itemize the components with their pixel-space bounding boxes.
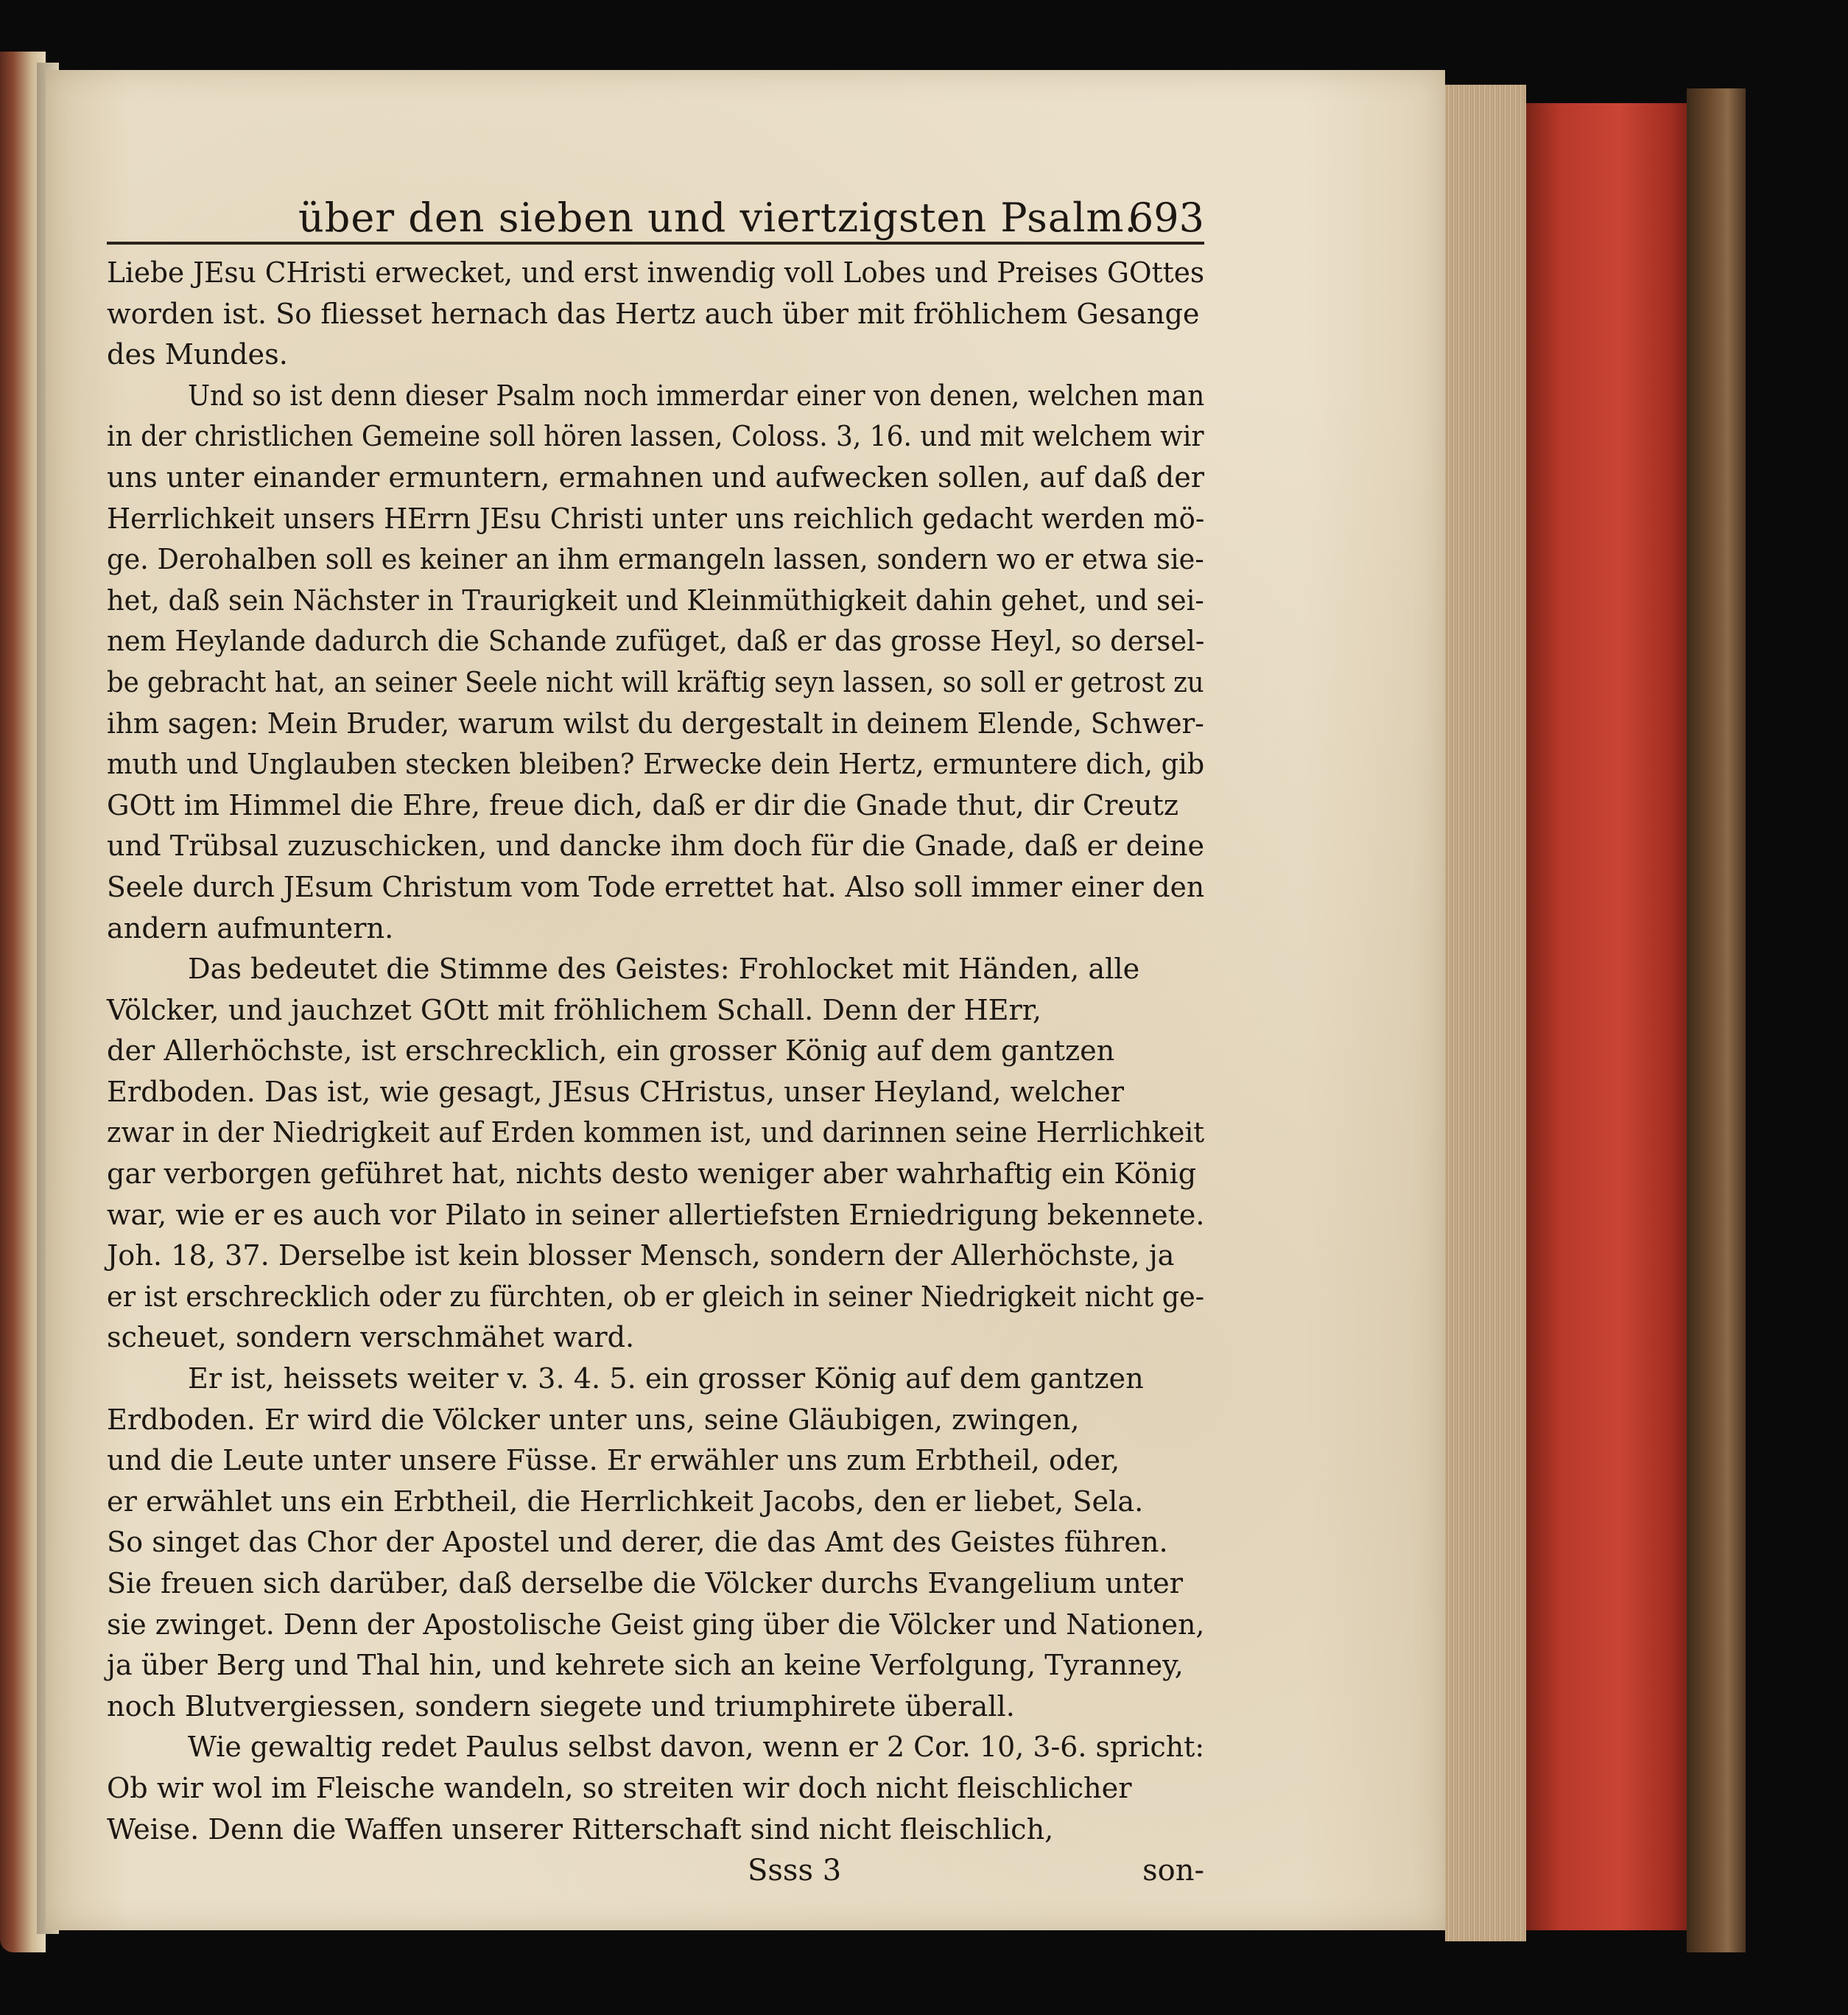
paragraph-start-line: Er ist, heissets weiter v. 3. 4. 5. ein grosser König auf dem gantzen (188, 1363, 1144, 1396)
text-line: und Trübsal zuzuschicken, und dancke ihm doch für die Gnade, daß er deine (107, 830, 1205, 863)
text-line: ihm sagen: Mein Bruder, warum wilst du dergestalt in deinem Elende, Schwer- (107, 707, 1204, 740)
text-line: worden ist. So fliesset hernach das Hertz auch über mit fröhlichem Gesange (107, 298, 1200, 331)
page-header (107, 184, 1204, 243)
text-line: So singet das Chor der Apostel und derer, die das Amt des Geistes führen. (107, 1527, 1168, 1560)
text-line: nem Heylande dadurch die Schande zufüget, daß er das grosse Heyl, so dersel- (107, 625, 1205, 659)
text-line: GOtt im Himmel die Ehre, freue dich, daß er dir die Gnade thut, dir Creutz (107, 789, 1179, 822)
text-line: war, wie er es auch vor Pilato in seiner allertiefsten Erniedrigung bekennete. (107, 1199, 1205, 1232)
text-block (107, 184, 1204, 1898)
body-text (107, 253, 1204, 1851)
text-line: sie zwinget. Denn der Apostolische Geist ging über die Völcker und Nationen, (107, 1608, 1205, 1641)
text-line: Joh. 18, 37. Derselbe ist kein blosser Mensch, sondern der Allerhöchste, ja (107, 1240, 1175, 1273)
text-line: het, daß sein Nächster in Traurigkeit und Kleinmüthigkeit dahin gehet, und sei- (107, 584, 1204, 617)
text-line: muth und Unglauben stecken bleiben? Erwecke dein Hertz, ermuntere dich, gib (107, 749, 1205, 782)
paragraph-start-line: Und so ist denn dieser Psalm noch immerdar einer von denen, welchen man (188, 379, 1205, 413)
text-line: Ob wir wol im Fleische wandeln, so streiten wir doch nicht fleischlicher (107, 1772, 1132, 1805)
running-title: über den sieben und viertzigsten Psalm. (298, 195, 1138, 241)
page-stack-edges (1445, 85, 1526, 1941)
text-line: er ist erschrecklich oder zu fürchten, ob er gleich in seiner Niedrigkeit nicht ge- (107, 1280, 1205, 1314)
text-line: andern aufmuntern. (107, 912, 394, 945)
text-line: er erwählet uns ein Erbtheil, die Herrlichkeit Jacobs, den er liebet, Sela. (107, 1485, 1144, 1518)
red-page-edges (1526, 103, 1696, 1930)
text-line: in der christlichen Gemeine soll hören lassen, Coloss. 3, 16. und mit welchem wir (107, 421, 1204, 454)
signature-mark: Ssss 3 (748, 1854, 842, 1888)
text-line: Völcker, und jauchzet GOtt mit fröhlichem Schall. Denn der HErr, (107, 994, 1042, 1027)
text-line: zwar in der Niedrigkeit auf Erden kommen ist, und darinnen seine Herrlichkeit (107, 1117, 1205, 1150)
paragraph-start-line: Wie gewaltig redet Paulus selbst davon, wenn er 2 Cor. 10, 3-6. spricht: (188, 1731, 1205, 1765)
text-line: Sie freuen sich darüber, daß derselbe die Völcker durchs Evangelium unter (107, 1568, 1183, 1600)
text-line: scheuet, sondern verschmähet ward. (107, 1322, 635, 1355)
text-line: ge. Derohalben soll es keiner an ihm ermangeln lassen, sondern wo er etwa sie- (107, 544, 1204, 577)
text-line: Liebe JEsu CHristi erwecket, und erst inwendig voll Lobes und Preises GOttes (107, 257, 1205, 290)
text-line: uns unter einander ermuntern, ermahnen und aufwecken sollen, auf daß der (107, 461, 1205, 494)
text-line: Erdboden. Das ist, wie gesagt, JEsus CHristus, unser Heyland, welcher (107, 1076, 1124, 1109)
text-line: und die Leute unter unsere Füsse. Er erwähler uns zum Erbtheil, oder, (107, 1445, 1120, 1478)
text-line: der Allerhöchste, ist erschrecklich, ein grosser König auf dem gantzen (107, 1035, 1115, 1068)
header-rule (107, 242, 1204, 245)
text-line: ja über Berg und Thal hin, und kehrete sich an keine Verfolgung, Tyranney, (107, 1650, 1184, 1683)
catchword: son- (1142, 1854, 1204, 1888)
text-line: des Mundes. (107, 339, 288, 372)
text-line: Herrlichkeit unsers HErrn JEsu Christi unter uns reichlich gedacht werden mö- (107, 502, 1205, 536)
text-line: noch Blutvergiessen, sondern siegete und triumphirete überall. (107, 1690, 1015, 1723)
text-line: Erdboden. Er wird die Völcker unter uns, seine Gläubigen, zwingen, (107, 1404, 1080, 1437)
page-footer (107, 1854, 1204, 1898)
paragraph-start-line: Das bedeutet die Stimme des Geistes: Frohlocket mit Händen, alle (188, 953, 1140, 987)
text-line: gar verborgen geführet hat, nichts desto weniger aber wahrhaftig ein König (107, 1158, 1197, 1191)
page-number: 693 (1128, 195, 1204, 241)
text-line: be gebracht hat, an seiner Seele nicht will kräftig seyn lassen, so soll er getrost zu (107, 666, 1204, 699)
book-cover (1687, 88, 1746, 1952)
text-line: Weise. Denn die Waffen unserer Ritterschaft sind nicht fleischlich, (107, 1813, 1054, 1846)
text-line: Seele durch JEsum Christum vom Tode errettet hat. Also soll immer einer den (107, 871, 1205, 904)
